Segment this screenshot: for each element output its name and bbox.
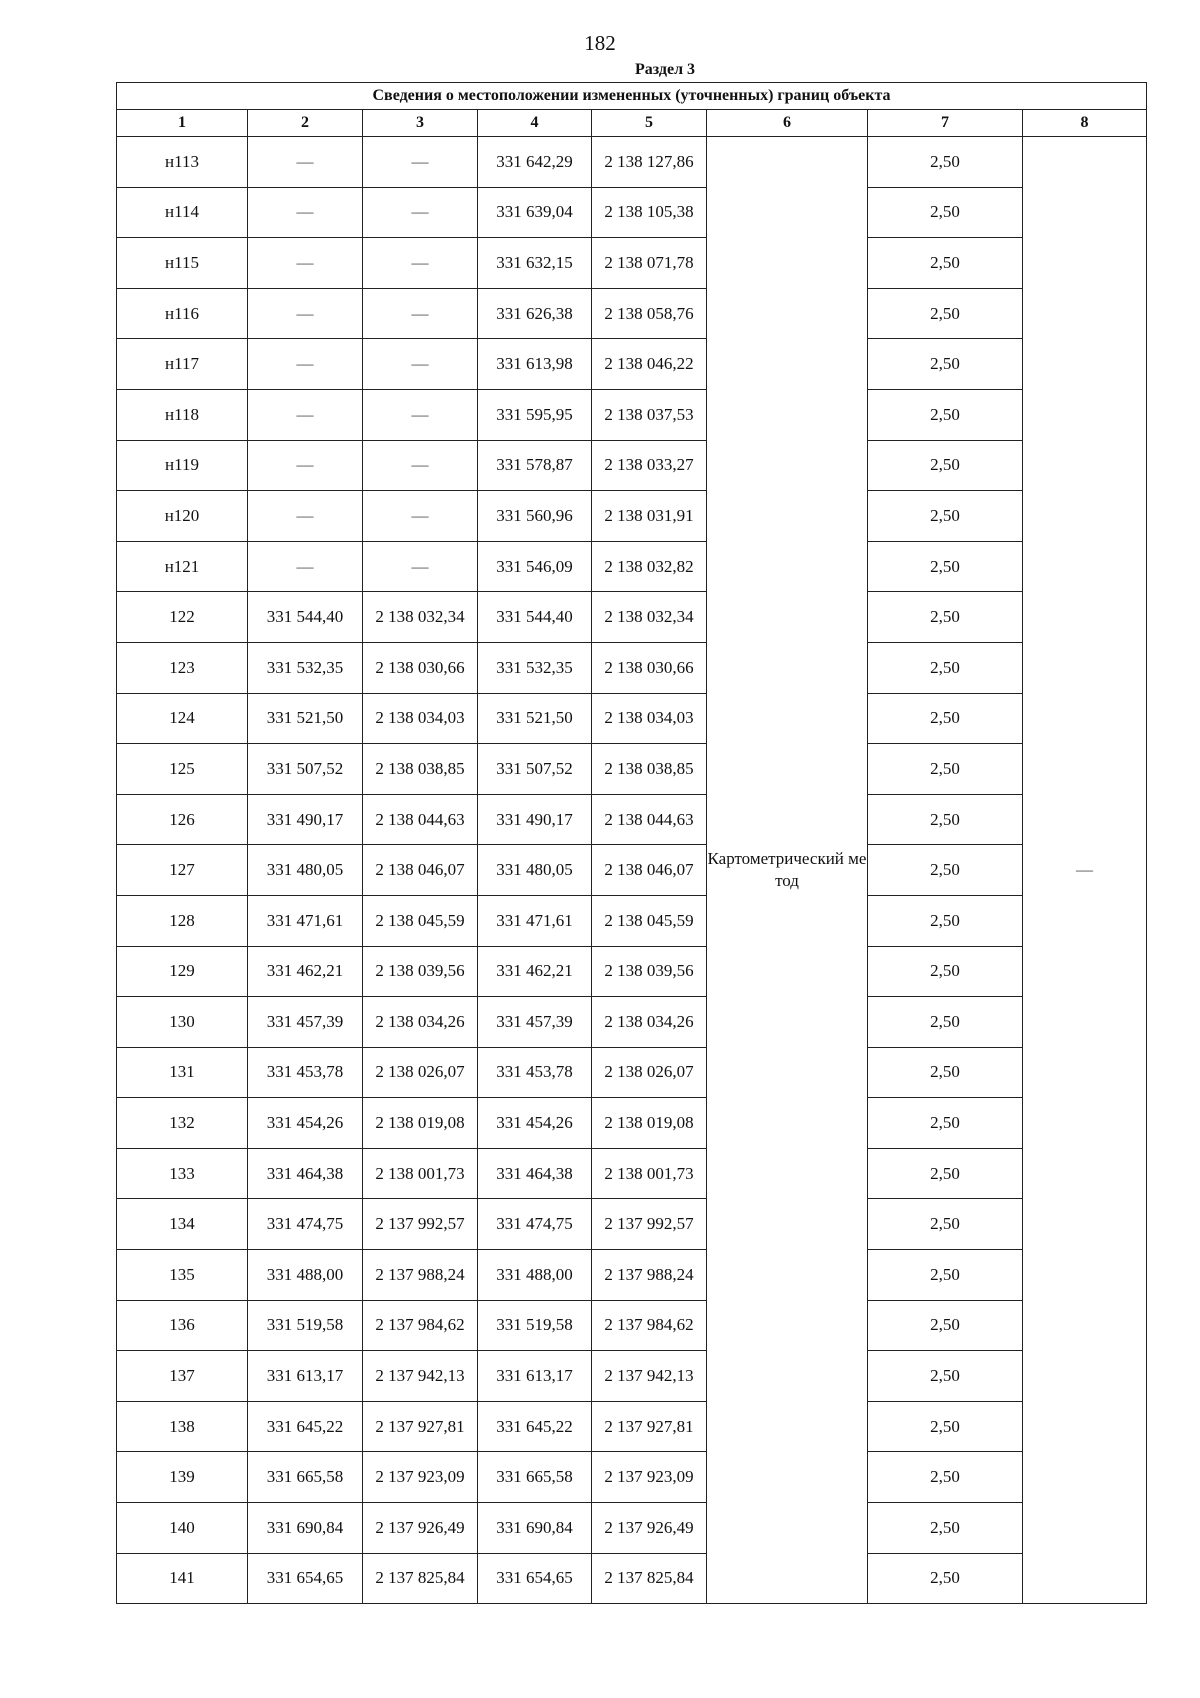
cell-col-7: 2,50 — [868, 1503, 1023, 1554]
cell-col-3: 2 137 942,13 — [363, 1351, 478, 1402]
cell-col-5: 2 138 046,22 — [592, 339, 707, 390]
table-row — [117, 895, 1147, 946]
cell-col-3: — — [363, 541, 478, 592]
table-title: Сведения о местоположении измененных (уточненных) границ объекта — [117, 83, 1147, 110]
table-row — [117, 238, 1147, 289]
cell-col-5: 2 138 127,86 — [592, 137, 707, 188]
cell-col-7: 2,50 — [868, 1148, 1023, 1199]
cell-col-3: 2 137 926,49 — [363, 1503, 478, 1554]
cell-col-1: н115 — [117, 238, 248, 289]
cell-col-2: 331 665,58 — [248, 1452, 363, 1503]
table-row — [117, 794, 1147, 845]
cell-col-1: 128 — [117, 895, 248, 946]
cell-col-2: — — [248, 389, 363, 440]
cell-col-5: 2 138 046,07 — [592, 845, 707, 896]
table-row — [117, 1300, 1147, 1351]
column-number-5: 5 — [592, 110, 707, 137]
table-row — [117, 1351, 1147, 1402]
cell-col-1: 132 — [117, 1098, 248, 1149]
cell-col-1: 127 — [117, 845, 248, 896]
column-number-6: 6 — [707, 110, 868, 137]
cell-col-7: 2,50 — [868, 693, 1023, 744]
cell-col-4: 331 544,40 — [478, 592, 592, 643]
cell-col-7: 2,50 — [868, 1351, 1023, 1402]
cell-col-2: 331 474,75 — [248, 1199, 363, 1250]
table-row — [117, 1553, 1147, 1604]
cell-col-3: — — [363, 440, 478, 491]
cell-col-7: 2,50 — [868, 1553, 1023, 1604]
table-row — [117, 1401, 1147, 1452]
table-row — [117, 1148, 1147, 1199]
column-number-7: 7 — [868, 110, 1023, 137]
cell-col-7: 2,50 — [868, 592, 1023, 643]
cell-col-2: 331 690,84 — [248, 1503, 363, 1554]
cell-col-5: 2 138 038,85 — [592, 744, 707, 795]
table-row — [117, 440, 1147, 491]
cell-col-5: 2 137 984,62 — [592, 1300, 707, 1351]
cell-col-4: 331 665,58 — [478, 1452, 592, 1503]
cell-col-2: 331 471,61 — [248, 895, 363, 946]
cell-col-5: 2 138 032,82 — [592, 541, 707, 592]
cell-col-7: 2,50 — [868, 491, 1023, 542]
cell-col-5: 2 138 045,59 — [592, 895, 707, 946]
cell-col-3: 2 137 984,62 — [363, 1300, 478, 1351]
cell-col-3: 2 138 045,59 — [363, 895, 478, 946]
cell-col-4: 331 626,38 — [478, 288, 592, 339]
column8-cell: — — [1023, 137, 1147, 1604]
table-row — [117, 1199, 1147, 1250]
cell-col-1: н119 — [117, 440, 248, 491]
cell-col-4: 331 532,35 — [478, 642, 592, 693]
table-row — [117, 541, 1147, 592]
cell-col-7: 2,50 — [868, 946, 1023, 997]
cell-col-5: 2 137 942,13 — [592, 1351, 707, 1402]
cell-col-1: н121 — [117, 541, 248, 592]
cell-col-3: 2 138 044,63 — [363, 794, 478, 845]
cell-col-1: 130 — [117, 997, 248, 1048]
cell-col-3: 2 138 001,73 — [363, 1148, 478, 1199]
cell-col-4: 331 546,09 — [478, 541, 592, 592]
cell-col-2: — — [248, 187, 363, 238]
cell-col-2: 331 464,38 — [248, 1148, 363, 1199]
cell-col-7: 2,50 — [868, 845, 1023, 896]
cell-col-3: 2 138 034,03 — [363, 693, 478, 744]
cell-col-5: 2 137 825,84 — [592, 1553, 707, 1604]
cell-col-7: 2,50 — [868, 440, 1023, 491]
cell-col-3: 2 138 026,07 — [363, 1047, 478, 1098]
cell-col-7: 2,50 — [868, 238, 1023, 289]
cell-col-2: 331 521,50 — [248, 693, 363, 744]
cell-col-3: — — [363, 389, 478, 440]
cell-col-1: 140 — [117, 1503, 248, 1554]
cell-col-7: 2,50 — [868, 1199, 1023, 1250]
cell-col-1: 123 — [117, 642, 248, 693]
cell-col-7: 2,50 — [868, 642, 1023, 693]
cell-col-2: 331 613,17 — [248, 1351, 363, 1402]
cell-col-4: 331 521,50 — [478, 693, 592, 744]
cell-col-2: 331 454,26 — [248, 1098, 363, 1149]
cell-col-4: 331 642,29 — [478, 137, 592, 188]
cell-col-5: 2 138 034,26 — [592, 997, 707, 1048]
cell-col-1: 131 — [117, 1047, 248, 1098]
cell-col-2: 331 532,35 — [248, 642, 363, 693]
cell-col-3: 2 138 019,08 — [363, 1098, 478, 1149]
cell-col-3: — — [363, 491, 478, 542]
cell-col-7: 2,50 — [868, 137, 1023, 188]
table-row — [117, 845, 1147, 896]
cell-col-3: 2 138 038,85 — [363, 744, 478, 795]
cell-col-3: 2 138 032,34 — [363, 592, 478, 643]
cell-col-5: 2 137 992,57 — [592, 1199, 707, 1250]
cell-col-2: 331 462,21 — [248, 946, 363, 997]
cell-col-2: — — [248, 238, 363, 289]
section-label: Раздел 3 — [634, 61, 696, 78]
cell-col-7: 2,50 — [868, 1300, 1023, 1351]
cell-col-7: 2,50 — [868, 187, 1023, 238]
table-row — [117, 997, 1147, 1048]
cell-col-7: 2,50 — [868, 389, 1023, 440]
cell-col-3: — — [363, 288, 478, 339]
cell-col-2: — — [248, 440, 363, 491]
cell-col-1: н118 — [117, 389, 248, 440]
cell-col-2: 331 453,78 — [248, 1047, 363, 1098]
cell-col-4: 331 462,21 — [478, 946, 592, 997]
column-number-row — [117, 110, 1147, 137]
cell-col-5: 2 138 033,27 — [592, 440, 707, 491]
cell-col-5: 2 137 988,24 — [592, 1250, 707, 1301]
cell-col-5: 2 138 039,56 — [592, 946, 707, 997]
cell-col-7: 2,50 — [868, 744, 1023, 795]
cell-col-4: 331 464,38 — [478, 1148, 592, 1199]
cell-col-7: 2,50 — [868, 288, 1023, 339]
cell-col-5: 2 138 026,07 — [592, 1047, 707, 1098]
cell-col-7: 2,50 — [868, 1098, 1023, 1149]
cell-col-3: 2 137 992,57 — [363, 1199, 478, 1250]
table-row — [117, 1250, 1147, 1301]
cell-col-4: 331 519,58 — [478, 1300, 592, 1351]
cell-col-2: 331 490,17 — [248, 794, 363, 845]
cell-col-3: 2 138 039,56 — [363, 946, 478, 997]
cell-col-1: 134 — [117, 1199, 248, 1250]
cell-col-1: 141 — [117, 1553, 248, 1604]
cell-col-5: 2 138 037,53 — [592, 389, 707, 440]
cell-col-1: 135 — [117, 1250, 248, 1301]
cell-col-1: 137 — [117, 1351, 248, 1402]
table-row — [117, 339, 1147, 390]
cell-col-2: 331 480,05 — [248, 845, 363, 896]
cell-col-3: 2 137 988,24 — [363, 1250, 478, 1301]
cell-col-1: 138 — [117, 1401, 248, 1452]
cell-col-2: — — [248, 491, 363, 542]
cell-col-5: 2 138 031,91 — [592, 491, 707, 542]
cell-col-4: 331 645,22 — [478, 1401, 592, 1452]
method-cell: Картометрический метод — [707, 137, 868, 1604]
cell-col-3: 2 138 034,26 — [363, 997, 478, 1048]
cell-col-2: 331 488,00 — [248, 1250, 363, 1301]
cell-col-7: 2,50 — [868, 541, 1023, 592]
cell-col-2: — — [248, 541, 363, 592]
cell-col-3: — — [363, 137, 478, 188]
cell-col-1: 129 — [117, 946, 248, 997]
cell-col-2: — — [248, 137, 363, 188]
table-row — [117, 491, 1147, 542]
cell-col-3: — — [363, 238, 478, 289]
cell-col-1: н120 — [117, 491, 248, 542]
cell-col-2: 331 457,39 — [248, 997, 363, 1048]
cell-col-4: 331 454,26 — [478, 1098, 592, 1149]
cell-col-1: н116 — [117, 288, 248, 339]
cell-col-7: 2,50 — [868, 1452, 1023, 1503]
cell-col-4: 331 690,84 — [478, 1503, 592, 1554]
column-number-1: 1 — [117, 110, 248, 137]
column-number-4: 4 — [478, 110, 592, 137]
table-row — [117, 1047, 1147, 1098]
cell-col-5: 2 138 032,34 — [592, 592, 707, 643]
cell-col-4: 331 632,15 — [478, 238, 592, 289]
cell-col-1: 126 — [117, 794, 248, 845]
boundary-coordinates-table — [116, 82, 1147, 1604]
table-row — [117, 693, 1147, 744]
table-row — [117, 389, 1147, 440]
cell-col-4: 331 453,78 — [478, 1047, 592, 1098]
cell-col-4: 331 578,87 — [478, 440, 592, 491]
cell-col-5: 2 138 058,76 — [592, 288, 707, 339]
column-number-8: 8 — [1023, 110, 1147, 137]
cell-col-7: 2,50 — [868, 1047, 1023, 1098]
cell-col-7: 2,50 — [868, 997, 1023, 1048]
cell-col-1: 139 — [117, 1452, 248, 1503]
cell-col-4: 331 490,17 — [478, 794, 592, 845]
cell-col-3: 2 137 923,09 — [363, 1452, 478, 1503]
cell-col-7: 2,50 — [868, 1401, 1023, 1452]
cell-col-4: 331 595,95 — [478, 389, 592, 440]
table-row — [117, 946, 1147, 997]
cell-col-2: — — [248, 339, 363, 390]
table-body — [117, 137, 1147, 1604]
cell-col-4: 331 654,65 — [478, 1553, 592, 1604]
table-row — [117, 744, 1147, 795]
cell-col-1: н113 — [117, 137, 248, 188]
cell-col-4: 331 639,04 — [478, 187, 592, 238]
cell-col-4: 331 613,98 — [478, 339, 592, 390]
cell-col-4: 331 560,96 — [478, 491, 592, 542]
cell-col-5: 2 138 044,63 — [592, 794, 707, 845]
cell-col-2: — — [248, 288, 363, 339]
cell-col-7: 2,50 — [868, 1250, 1023, 1301]
cell-col-5: 2 138 034,03 — [592, 693, 707, 744]
cell-col-3: 2 137 927,81 — [363, 1401, 478, 1452]
cell-col-5: 2 138 019,08 — [592, 1098, 707, 1149]
cell-col-5: 2 137 923,09 — [592, 1452, 707, 1503]
table-row — [117, 1452, 1147, 1503]
cell-col-3: 2 137 825,84 — [363, 1553, 478, 1604]
cell-col-5: 2 138 030,66 — [592, 642, 707, 693]
cell-col-4: 331 507,52 — [478, 744, 592, 795]
table-row — [117, 1098, 1147, 1149]
cell-col-7: 2,50 — [868, 339, 1023, 390]
cell-col-3: — — [363, 187, 478, 238]
cell-col-4: 331 471,61 — [478, 895, 592, 946]
table-row — [117, 642, 1147, 693]
cell-col-5: 2 137 927,81 — [592, 1401, 707, 1452]
cell-col-4: 331 613,17 — [478, 1351, 592, 1402]
cell-col-1: н114 — [117, 187, 248, 238]
cell-col-1: 122 — [117, 592, 248, 643]
cell-col-1: 136 — [117, 1300, 248, 1351]
page-number: 182 — [584, 31, 616, 55]
cell-col-1: 133 — [117, 1148, 248, 1199]
cell-col-7: 2,50 — [868, 794, 1023, 845]
cell-col-2: 331 544,40 — [248, 592, 363, 643]
cell-col-3: — — [363, 339, 478, 390]
cell-col-2: 331 519,58 — [248, 1300, 363, 1351]
cell-col-5: 2 138 105,38 — [592, 187, 707, 238]
cell-col-4: 331 457,39 — [478, 997, 592, 1048]
cell-col-4: 331 480,05 — [478, 845, 592, 896]
table-row — [117, 288, 1147, 339]
cell-col-3: 2 138 046,07 — [363, 845, 478, 896]
column-number-3: 3 — [363, 110, 478, 137]
cell-col-5: 2 138 071,78 — [592, 238, 707, 289]
column-number-2: 2 — [248, 110, 363, 137]
table-row — [117, 592, 1147, 643]
cell-col-1: 124 — [117, 693, 248, 744]
cell-col-4: 331 474,75 — [478, 1199, 592, 1250]
table-row — [117, 137, 1147, 188]
cell-col-2: 331 507,52 — [248, 744, 363, 795]
table-row — [117, 187, 1147, 238]
cell-col-1: 125 — [117, 744, 248, 795]
cell-col-7: 2,50 — [868, 895, 1023, 946]
cell-col-4: 331 488,00 — [478, 1250, 592, 1301]
table-row — [117, 1503, 1147, 1554]
cell-col-2: 331 654,65 — [248, 1553, 363, 1604]
cell-col-3: 2 138 030,66 — [363, 642, 478, 693]
cell-col-1: н117 — [117, 339, 248, 390]
cell-col-5: 2 138 001,73 — [592, 1148, 707, 1199]
cell-col-5: 2 137 926,49 — [592, 1503, 707, 1554]
cell-col-2: 331 645,22 — [248, 1401, 363, 1452]
